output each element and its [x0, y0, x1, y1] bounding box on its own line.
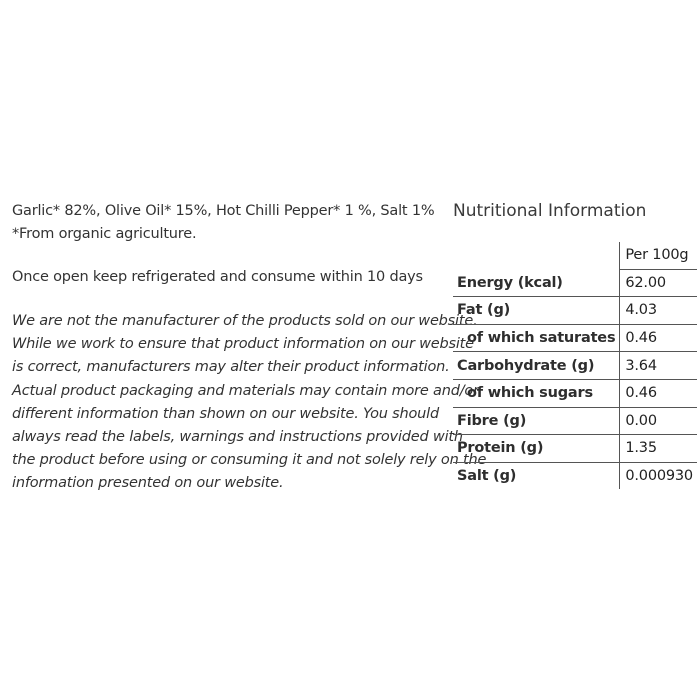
table-header-row — [453, 242, 697, 269]
nutrient-value: 1.35 — [620, 435, 697, 463]
disclaimer-line: Actual product packaging and materials may contain more and/or — [12, 382, 479, 399]
table-row — [453, 324, 697, 352]
nutrition-panel — [453, 200, 693, 485]
nutrition-title: Nutritional Information — [453, 201, 647, 221]
nutrient-value: 0.00 — [620, 407, 697, 435]
table-row — [453, 435, 697, 463]
disclaimer-line: is correct, manufacturers may alter their product information. — [12, 359, 450, 376]
disclaimer-line: always read the labels, warnings and instructions provided with — [12, 429, 463, 446]
nutrient-value: 0.000930 — [620, 462, 697, 489]
table-row — [453, 269, 697, 297]
table-row — [453, 379, 697, 407]
nutrient-label: Fat (g) — [453, 297, 620, 325]
nutrient-value: 3.64 — [620, 352, 697, 380]
ingredients-text — [12, 200, 440, 246]
nutrient-value: 4.03 — [620, 297, 697, 325]
nutrient-value: 0.46 — [620, 324, 697, 352]
nutrient-value: 62.00 — [620, 269, 697, 297]
nutrient-label: of which sugars — [453, 379, 620, 407]
nutrition-table — [453, 242, 697, 489]
table-row — [453, 297, 697, 325]
storage-instructions: Once open keep refrigerated and consume within 10 days — [12, 269, 423, 285]
disclaimer-line: the product before using or consuming it and not solely rely on the — [12, 452, 487, 469]
disclaimer-line: information presented on our website. — [12, 475, 284, 492]
table-row — [453, 462, 697, 489]
nutrient-label: Energy (kcal) — [453, 269, 620, 297]
nutrient-label: Salt (g) — [457, 468, 517, 485]
disclaimer-line: different information than shown on our website. You should — [12, 405, 439, 422]
table-row — [453, 407, 697, 435]
per-100g-header: Per 100g — [620, 242, 697, 269]
table-row — [453, 352, 697, 380]
disclaimer-line: We are not the manufacturer of the products sold on our website. — [12, 313, 478, 329]
nutrient-label: Fibre (g) — [453, 407, 620, 435]
nutrient-label: Carbohydrate (g) — [453, 352, 620, 380]
organic-note: *From organic agriculture. — [12, 226, 197, 242]
ingredients-line: Garlic* 82%, Olive Oil* 15%, Hot Chilli Pepper* 1 %, Salt 1% — [12, 203, 435, 219]
nutrient-value: 0.46 — [620, 379, 697, 407]
nutrient-label: Protein (g) — [453, 435, 620, 463]
nutrient-label: of which saturates — [453, 324, 620, 352]
disclaimer-line: While we work to ensure that product information on our website — [12, 336, 474, 353]
table-header-empty — [453, 242, 620, 269]
